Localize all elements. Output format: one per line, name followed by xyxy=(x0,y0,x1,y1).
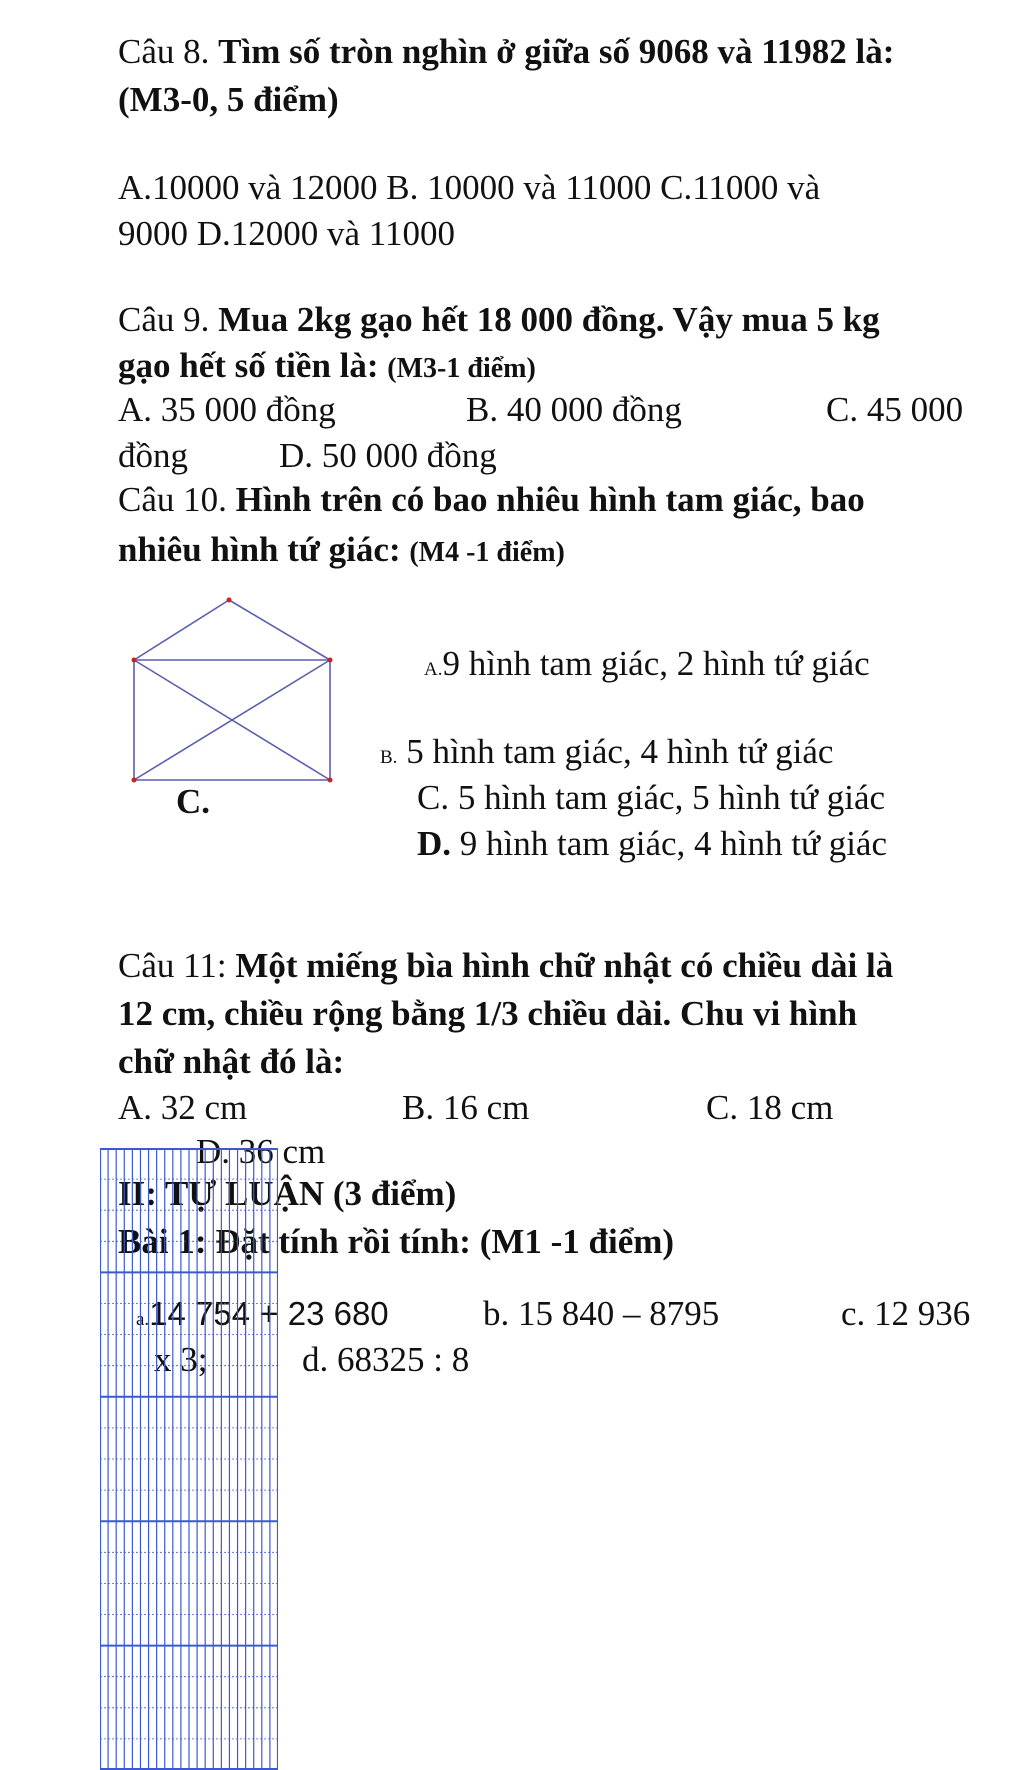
q9-option-d: D. 50 000 đồng xyxy=(279,436,497,475)
figure-vertex-dot xyxy=(132,778,137,783)
part2-item-a-expr: 14 754 + 23 680 xyxy=(149,1295,389,1332)
q10-option-b xyxy=(380,730,833,774)
q10-figure-caption: C. xyxy=(176,782,211,821)
q10-option-d xyxy=(417,822,887,866)
q10-option-a-letter: A. xyxy=(424,659,443,680)
q8-options-line1: A.10000 và 12000 B. 10000 và 11000 C.11000 và xyxy=(118,168,821,207)
q10-option-b-letter: B. xyxy=(380,747,398,768)
q11-text-line1: Một miếng bìa hình chữ nhật có chiều dài là xyxy=(235,946,894,985)
figure-vertex-dot xyxy=(328,778,333,783)
q9-text-line2: gạo hết số tiền là: xyxy=(118,346,379,385)
q8-score: (M3-0, 5 điểm) xyxy=(118,80,339,119)
q10-text-line1: Hình trên có bao nhiêu hình tam giác, bao xyxy=(235,480,865,519)
q10-option-a xyxy=(424,642,870,686)
figure-vertex-dot xyxy=(328,658,333,663)
part2-item-c: c. 12 936 xyxy=(841,1294,971,1333)
figure-roof-right-line xyxy=(229,600,330,660)
q9-option-c-cont: đồng xyxy=(118,436,188,475)
q11-option-a: A. 32 cm xyxy=(118,1088,248,1127)
q9-option-c: C. 45 000 xyxy=(826,390,964,429)
q10-text-line2: nhiêu hình tứ giác: xyxy=(118,530,401,569)
q8-options-line2: 9000 D.12000 và 11000 xyxy=(118,214,456,253)
squared-writing-grid xyxy=(100,1148,278,1770)
q11-option-c: C. 18 cm xyxy=(706,1088,834,1127)
q10-option-d-text: 9 hình tam giác, 4 hình tứ giác xyxy=(459,824,887,863)
q9-text-line1: Mua 2kg gạo hết 18 000 đồng. Vậy mua 5 kg xyxy=(218,300,880,339)
q11-label: Câu 11: xyxy=(118,946,227,985)
q10-score: (M4 -1 điểm) xyxy=(409,537,565,568)
figure-vertex-dot xyxy=(227,598,232,603)
q11-text-line3: chữ nhật đó là: xyxy=(118,1042,345,1081)
q8-label: Câu 8. xyxy=(118,32,210,71)
q10-option-d-letter: D. xyxy=(417,824,452,863)
q10-option-a-text: 9 hình tam giác, 2 hình tứ giác xyxy=(442,644,870,683)
part2-item-d: d. 68325 : 8 xyxy=(302,1340,470,1379)
q11-question-line1 xyxy=(118,944,893,988)
q9-label: Câu 9. xyxy=(118,300,210,339)
part2-item-c-cont: x 3; xyxy=(154,1340,208,1379)
figure-vertex-dot xyxy=(132,658,137,663)
q11-option-b: B. 16 cm xyxy=(402,1088,530,1127)
q9-score: (M3-1 điểm) xyxy=(387,353,536,384)
q10-option-c: C. 5 hình tam giác, 5 hình tứ giác xyxy=(417,778,886,817)
part2-bai1-heading: Bài 1: Đặt tính rồi tính: (M1 -1 điểm) xyxy=(118,1222,675,1261)
part2-item-a-letter: a. xyxy=(136,1309,150,1330)
q10-option-b-text: 5 hình tam giác, 4 hình tứ giác xyxy=(406,732,834,771)
q10-label: Câu 10. xyxy=(118,480,227,519)
q11-text-line2: 12 cm, chiều rộng bằng 1/3 chiều dài. Chu vi hình xyxy=(118,994,858,1033)
q11-option-d: D. 36 cm xyxy=(196,1132,326,1171)
part2-heading: II: TỰ LUẬN (3 điểm) xyxy=(118,1174,457,1213)
q8-text: Tìm số tròn nghìn ở giữa số 9068 và 11982 là: xyxy=(218,32,895,71)
q9-option-a: A. 35 000 đồng xyxy=(118,390,336,429)
figure-roof-left-line xyxy=(134,600,229,660)
part2-item-b: b. 15 840 – 8795 xyxy=(483,1294,720,1333)
q9-option-b: B. 40 000 đồng xyxy=(466,390,682,429)
